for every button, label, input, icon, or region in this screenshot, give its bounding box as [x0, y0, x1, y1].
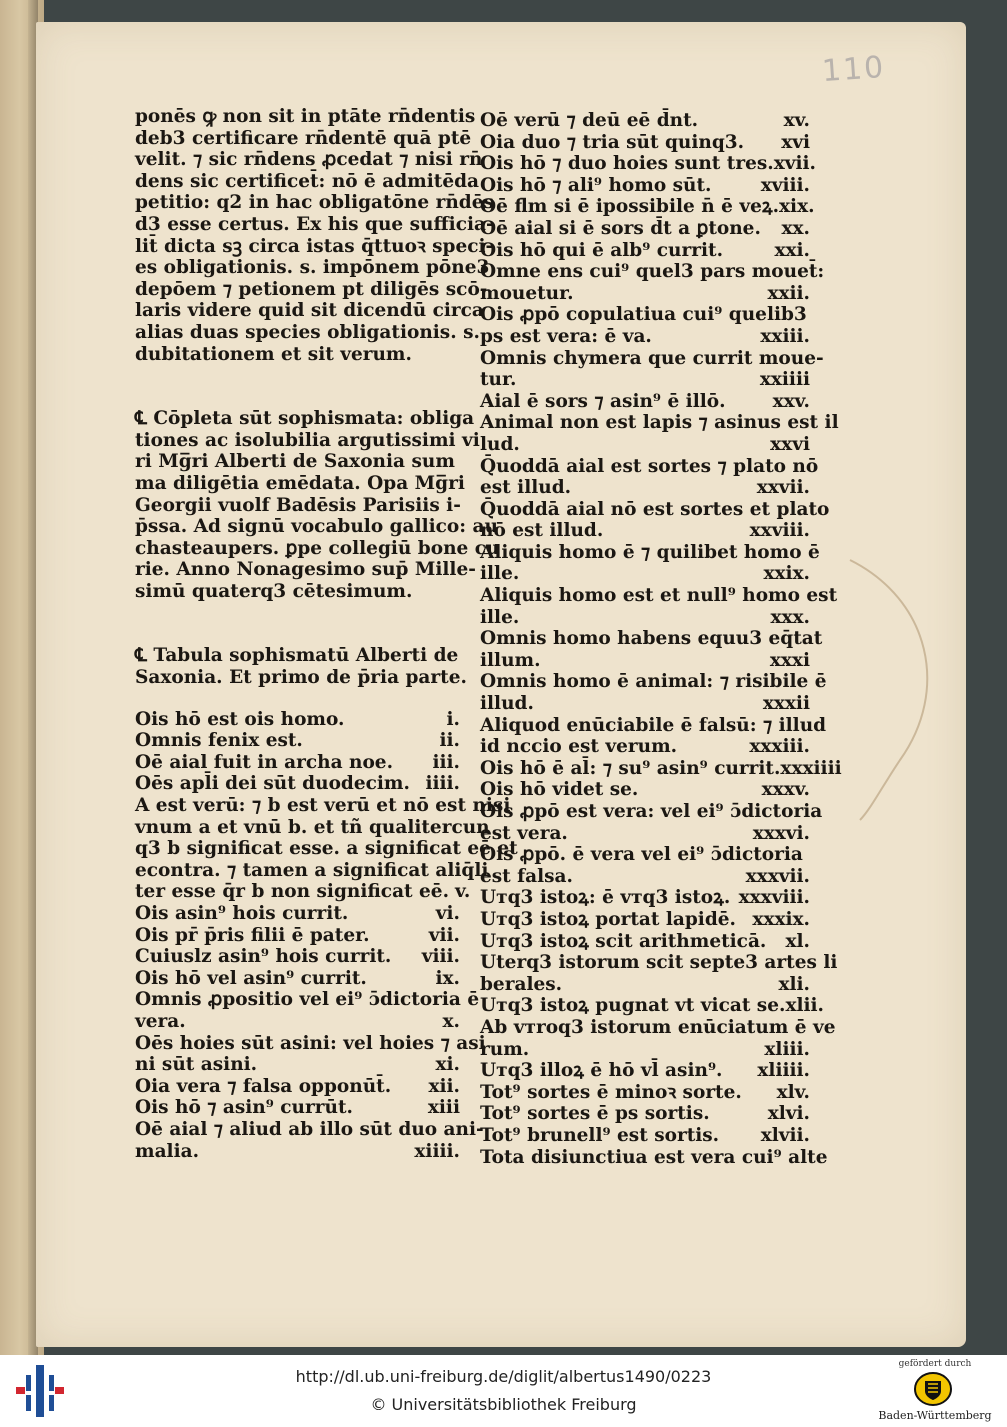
entry-number: xxii.	[767, 282, 810, 304]
table-entry	[135, 1076, 460, 1098]
entry-text: Oēs apl̄i dei sūt duodecim.	[135, 773, 410, 795]
table-entry	[480, 1103, 810, 1125]
entry-text: Tot⁹ sortes ē minoꝛ sorte.	[480, 1081, 742, 1103]
table-entry	[135, 752, 460, 774]
table-entry	[480, 866, 810, 888]
table-entry	[135, 903, 460, 925]
table-entry	[480, 132, 810, 154]
entry-number: xxvii.	[756, 477, 810, 499]
table-entry	[480, 779, 810, 801]
entry-text: vnum a et vnū b. et tñ qualitercun	[135, 816, 490, 838]
entry-text: Oē verū ⁊ deū eē d̄nt.	[480, 110, 699, 131]
entry-text: illud.	[480, 693, 534, 715]
text-line: dubitationem et sit verum.	[135, 343, 412, 365]
entry-text: Uтq3 istoꝝ pugnat vt vicat se.	[480, 995, 786, 1017]
entry-text: Aial ē sors ⁊ asin⁹ ē illō.	[480, 390, 726, 412]
folio-number: 110	[820, 49, 887, 90]
table-entry	[480, 240, 810, 262]
entry-number: xxvi	[770, 433, 810, 455]
table-entry	[135, 1097, 460, 1119]
table-heading	[135, 645, 467, 689]
entry-number: v.	[455, 881, 471, 903]
entry-text: Uterq3 istorum scit septe3 artes li	[480, 952, 838, 974]
entry-number: xxv.	[772, 390, 810, 412]
paragraph-obligations	[135, 106, 494, 365]
entry-number: xlvii.	[760, 1124, 810, 1146]
text-line: alias duas species obligationis. s.	[135, 321, 480, 343]
entry-number: xxxi	[769, 649, 810, 671]
footer-url-link[interactable]: http://dl.ub.uni-freiburg.de/diglit/albertus1490/0223	[295, 1367, 712, 1386]
table-entry	[135, 1054, 460, 1076]
table-entry	[480, 1039, 810, 1061]
table-entry	[480, 391, 810, 413]
entry-text: Aliquis homo est et null⁹ homo est	[480, 585, 838, 607]
entry-text: Ois hō qui ē alb⁹ currit.	[480, 239, 724, 261]
entry-text: ps est vera: ē va.	[480, 325, 652, 347]
entry-number: i.	[446, 708, 460, 730]
entry-number: xlv.	[776, 1081, 810, 1103]
entry-text: Ois hō videt se.	[480, 779, 639, 801]
entry-text: Cuiuslz asin⁹ hois currit.	[135, 946, 392, 968]
entry-number: xx.	[781, 217, 810, 239]
table-entry	[135, 816, 490, 839]
entry-number: xxi.	[774, 239, 810, 261]
table-entry	[480, 671, 827, 693]
entry-text: Animal non est lapis ⁊ asinus est il	[480, 412, 839, 434]
entry-text: est vera.	[480, 822, 568, 844]
entry-text: malia.	[135, 1140, 200, 1162]
entry-number: xl.	[785, 930, 810, 952]
entry-number: viii.	[421, 946, 460, 968]
entry-text: q3 b significat esse. a significat eē et	[135, 838, 518, 860]
table-entry	[135, 859, 489, 882]
heading-line: ℄ Tabula sophismatū Alberti de	[135, 645, 459, 667]
table-entry	[135, 1118, 484, 1141]
entry-number: xli.	[778, 973, 810, 995]
entry-text: illum.	[480, 649, 541, 671]
entry-text: berales.	[480, 973, 563, 995]
text-line: velit. ⁊ sic rn̄dens ꝓcedat ⁊ nisi rn̄	[135, 149, 483, 171]
heading-line: Saxonia. Et primo de p̄ria parte.	[135, 667, 467, 689]
table-entry	[135, 773, 460, 795]
table-entry	[480, 607, 810, 629]
entry-text: Ois hō ⁊ asin⁹ currūt.	[135, 1097, 353, 1119]
sponsor-region: Baden-Württemberg	[878, 1409, 992, 1422]
text-line: Georgii vuolf Badēsis Parisiis i-	[135, 494, 461, 516]
table-entry	[480, 1016, 836, 1039]
entry-text: Omnis ꝓpositio vel ei⁹ ɔ̄dictoria ē	[135, 989, 480, 1011]
entry-text: Omnis fenix est.	[135, 730, 303, 752]
table-entry	[135, 968, 460, 990]
table-entry	[480, 995, 824, 1017]
entry-number: xxx.	[770, 606, 810, 628]
table-entry	[135, 946, 460, 968]
entry-text: id nccio est verum.	[480, 736, 678, 758]
text-line: tiones ac isolubilia argutissimi vi	[135, 429, 480, 451]
entry-number: xxix.	[763, 563, 810, 585]
table-entry	[480, 326, 810, 348]
entry-text: Uтq3 illoꝝ ē hō vl̄ asin⁹.	[480, 1060, 723, 1082]
entry-number: iii.	[432, 751, 460, 773]
table-entry	[480, 261, 825, 283]
entry-text: Omnis homo ē animal: ⁊ risibile ē	[480, 671, 827, 693]
entry-text: A est verū: ⁊ b est verū et nō est nisi	[135, 795, 511, 817]
table-entry	[480, 153, 816, 175]
entry-text: Uтq3 istoꝝ: ē vтq3 istoꝝ.	[480, 887, 731, 909]
entry-number: vi.	[435, 903, 460, 924]
entry-number: xi.	[435, 1054, 460, 1076]
table-entry	[135, 925, 460, 947]
table-entry	[480, 909, 810, 931]
table-entry	[480, 823, 810, 845]
entry-text: ille.	[480, 563, 520, 585]
entry-text: econtra. ⁊ tamen a significat aliq̄li	[135, 859, 489, 881]
table-entry	[480, 887, 810, 909]
table-entry	[480, 628, 823, 650]
entry-number: xlvi.	[767, 1103, 810, 1125]
entry-number: xv.	[783, 110, 810, 131]
entry-text: Tota disiunctiua est vera cui⁹ alte	[480, 1146, 828, 1168]
table-entry	[135, 881, 471, 903]
text-line: chasteaupers. ꝑpe collegiū bone cu	[135, 537, 500, 559]
text-line: es obligationis. s. impōnem pōne3	[135, 257, 490, 279]
table-entry	[135, 1141, 460, 1163]
entry-text: Omnis chymera que currit moue-	[480, 347, 824, 369]
text-line: ponēs ꝙ non sit in ptāte rn̄dentis	[135, 106, 476, 127]
entry-text: Oia vera ⁊ falsa opponūt̄.	[135, 1075, 392, 1097]
entry-text: Aliquod enūciabile ē falsū: ⁊ illud	[480, 714, 827, 736]
entry-text: tur.	[480, 369, 517, 391]
entry-text: ter esse q̄r b non significat eē.	[135, 881, 450, 903]
table-entry	[480, 801, 823, 823]
entry-text: Ois hō vel asin⁹ currit.	[135, 967, 367, 989]
table-entry	[480, 477, 810, 499]
entry-text: Ois hō ⁊ ali⁹ homo sūt.	[480, 174, 712, 196]
sponsor-label: gefördert durch	[898, 1359, 972, 1369]
entry-text: Omnis homo habens equu3 eq̄tat	[480, 628, 823, 650]
entry-text: Uтq3 istoꝝ portat lapidē.	[480, 908, 736, 930]
table-entry	[480, 757, 842, 780]
table-entry	[480, 455, 819, 478]
entry-number: xxxiiii	[780, 757, 842, 779]
text-line: rie. Anno Nonagesimo sup̄ Mille-	[135, 559, 476, 581]
text-line: laris videre quid sit dicendū circa	[135, 300, 484, 322]
text-line: ℄ Cōpleta sūt sophismata: obliga	[135, 408, 475, 430]
entry-number: xiii	[427, 1097, 460, 1119]
table-entry	[135, 838, 518, 860]
text-line: d3 esse certus. Ex his que sufficia-	[135, 213, 494, 235]
entry-number: xxxii	[762, 693, 810, 715]
entry-text: Ois ꝓpō. ē vera vel ei⁹ ɔ̄dictoria	[480, 844, 803, 866]
text-line: dens sic certificet̄: nō ē admitēda	[135, 170, 480, 192]
entry-text: Ois ꝓpō copulatiua cui⁹ quelib3	[480, 304, 807, 326]
table-entry	[480, 714, 827, 737]
text-line: p̄ssa. Ad signū vocabulo gallico: au	[135, 516, 498, 538]
table-entry	[135, 989, 480, 1011]
text-line: simū quaterq3 cētesimum.	[135, 580, 413, 602]
entry-number: xxxvii.	[745, 865, 810, 887]
entry-number: xxviii.	[749, 520, 810, 542]
table-entry	[480, 736, 810, 758]
entry-text: Q̄uoddā aial nō est sortes et plato	[480, 498, 830, 520]
table-entry	[480, 304, 810, 326]
footer-copyright: © Universitätsbibliothek Freiburg	[370, 1395, 637, 1414]
table-entry	[480, 498, 830, 521]
text-line: deb3 certificare rn̄dentē quā ptē	[135, 127, 472, 149]
entry-number: xxxvi.	[752, 822, 810, 844]
table-entry	[480, 434, 810, 456]
state-seal-icon	[914, 1372, 952, 1406]
text-line: ma diligētia emēdata. Opa Mg̅ri	[135, 472, 465, 494]
entry-text: Oē aial ⁊ aliud ab illo sūt duo ani-	[135, 1118, 484, 1140]
entry-number: xii.	[428, 1075, 460, 1097]
entry-text: mouetur.	[480, 282, 574, 304]
entry-text: Tot⁹ sortes ē ps sortis.	[480, 1103, 710, 1125]
entry-text: Tot⁹ brunell⁹ est sortis.	[480, 1124, 720, 1146]
entry-number: xvii.	[773, 153, 816, 175]
table-entry	[480, 520, 810, 542]
text-line: lit̄ dicta sꝫ circa istas q̄ttuoꝛ speci-	[135, 235, 494, 257]
entry-text: Ois hō est ois homo.	[135, 708, 345, 730]
entry-number: xxxiii.	[749, 736, 810, 758]
entry-number: xxiiii	[759, 369, 810, 391]
entry-number: vii.	[428, 924, 460, 946]
table-entry	[480, 283, 810, 305]
table-entry	[480, 110, 810, 132]
table-entry	[480, 931, 810, 953]
entry-number: xix.	[779, 196, 815, 218]
entry-number: xxiii.	[760, 325, 810, 347]
table-entry	[135, 1011, 460, 1033]
text-line: petitio: q2 in hac obligatōne rn̄dēs	[135, 192, 494, 214]
table-entry	[480, 347, 824, 370]
footer-bar	[0, 1355, 1007, 1427]
entry-number: x.	[442, 1010, 460, 1032]
table-entry	[135, 709, 460, 731]
entry-number: xviii.	[760, 174, 810, 196]
table-entry	[480, 412, 839, 434]
text-line: depōem ⁊ petionem pt diligēs scō-	[135, 278, 488, 300]
table-entry	[480, 1146, 828, 1169]
table-entry	[480, 693, 810, 715]
entry-text: Ab vтroq3 istorum enūciatum ē ve	[480, 1016, 836, 1038]
entry-text: Oēs hoies sūt asini: vel hoies ⁊ asi	[135, 1032, 486, 1054]
entry-number: ix.	[435, 967, 460, 989]
entry-number: xxxviii.	[738, 887, 810, 909]
entry-number: ii.	[439, 730, 460, 752]
text-line: ri Mg̅ri Alberti de Saxonia sum	[135, 451, 455, 473]
table-entry	[480, 541, 820, 564]
entry-text: est falsa.	[480, 865, 573, 887]
table-entry	[480, 650, 810, 672]
table-entry	[480, 844, 810, 866]
entry-text: Ois hō ē al̄: ⁊ su⁹ asin⁹ currit.	[480, 757, 781, 779]
entry-text: Uтq3 istoꝝ scit arithmeticā.	[480, 930, 767, 952]
entry-text: Oē aial fuit in archa noe.	[135, 751, 394, 773]
entry-text: Q̄uoddā aial est sortes ⁊ plato nō	[480, 455, 819, 477]
table-entry	[480, 563, 810, 585]
entry-text: Ois hō ⁊ duo hoies sunt tres.	[480, 153, 774, 175]
table-entry	[480, 952, 838, 974]
table-entry	[135, 1032, 486, 1055]
entry-number: xliiii.	[757, 1060, 810, 1082]
entry-number: xvi	[781, 131, 810, 153]
table-entry	[480, 369, 810, 391]
table-entry	[135, 730, 460, 752]
entry-text: ille.	[480, 606, 520, 628]
entry-text: Aliquis homo ē ⁊ quilibet homo ē	[480, 541, 820, 563]
entry-text: lud.	[480, 433, 520, 455]
entry-text: Ois pr̄ p̄ris filii ē pater.	[135, 924, 370, 946]
entry-text: Oia duo ⁊ tria sūt quinq3.	[480, 131, 745, 153]
entry-text: nō est illud.	[480, 520, 604, 542]
entry-number: xxxv.	[761, 779, 810, 801]
table-entry	[480, 585, 838, 607]
entry-number: xlii.	[785, 995, 824, 1017]
entry-text: rum.	[480, 1038, 530, 1060]
table-entry	[480, 218, 810, 240]
entry-text: Oē fl̄m si ē ipossibile n̄ ē veꝝ.	[480, 196, 780, 218]
entry-text: ni sūt asini.	[135, 1054, 258, 1076]
table-entry	[480, 974, 810, 996]
table-entry	[480, 175, 810, 197]
entry-text: Omne ens cui⁹ quel3 pars mouet̄:	[480, 261, 825, 283]
entry-text: Ois asin⁹ hois currit.	[135, 903, 349, 924]
right-column	[480, 110, 842, 1168]
table-entry	[480, 1125, 810, 1147]
page-curve-shadow	[840, 560, 960, 820]
entry-number: xiiii.	[414, 1140, 460, 1162]
sponsor-block	[870, 1359, 1000, 1425]
entry-number: iiii.	[425, 773, 460, 795]
entry-number: xliii.	[764, 1038, 810, 1060]
table-entry	[480, 1060, 810, 1082]
entry-text: Oē aial si ē sors d̄t a ꝑtone.	[480, 217, 761, 239]
table-entry	[480, 1082, 810, 1104]
table-entry	[135, 795, 511, 817]
table-entry	[480, 196, 815, 218]
entry-text: est illud.	[480, 477, 572, 499]
entry-text: Ois ꝓpō est vera: vel ei⁹ ɔ̄dictoria	[480, 801, 823, 822]
entry-text: vera.	[135, 1010, 186, 1032]
entry-number: xxxix.	[752, 908, 810, 930]
